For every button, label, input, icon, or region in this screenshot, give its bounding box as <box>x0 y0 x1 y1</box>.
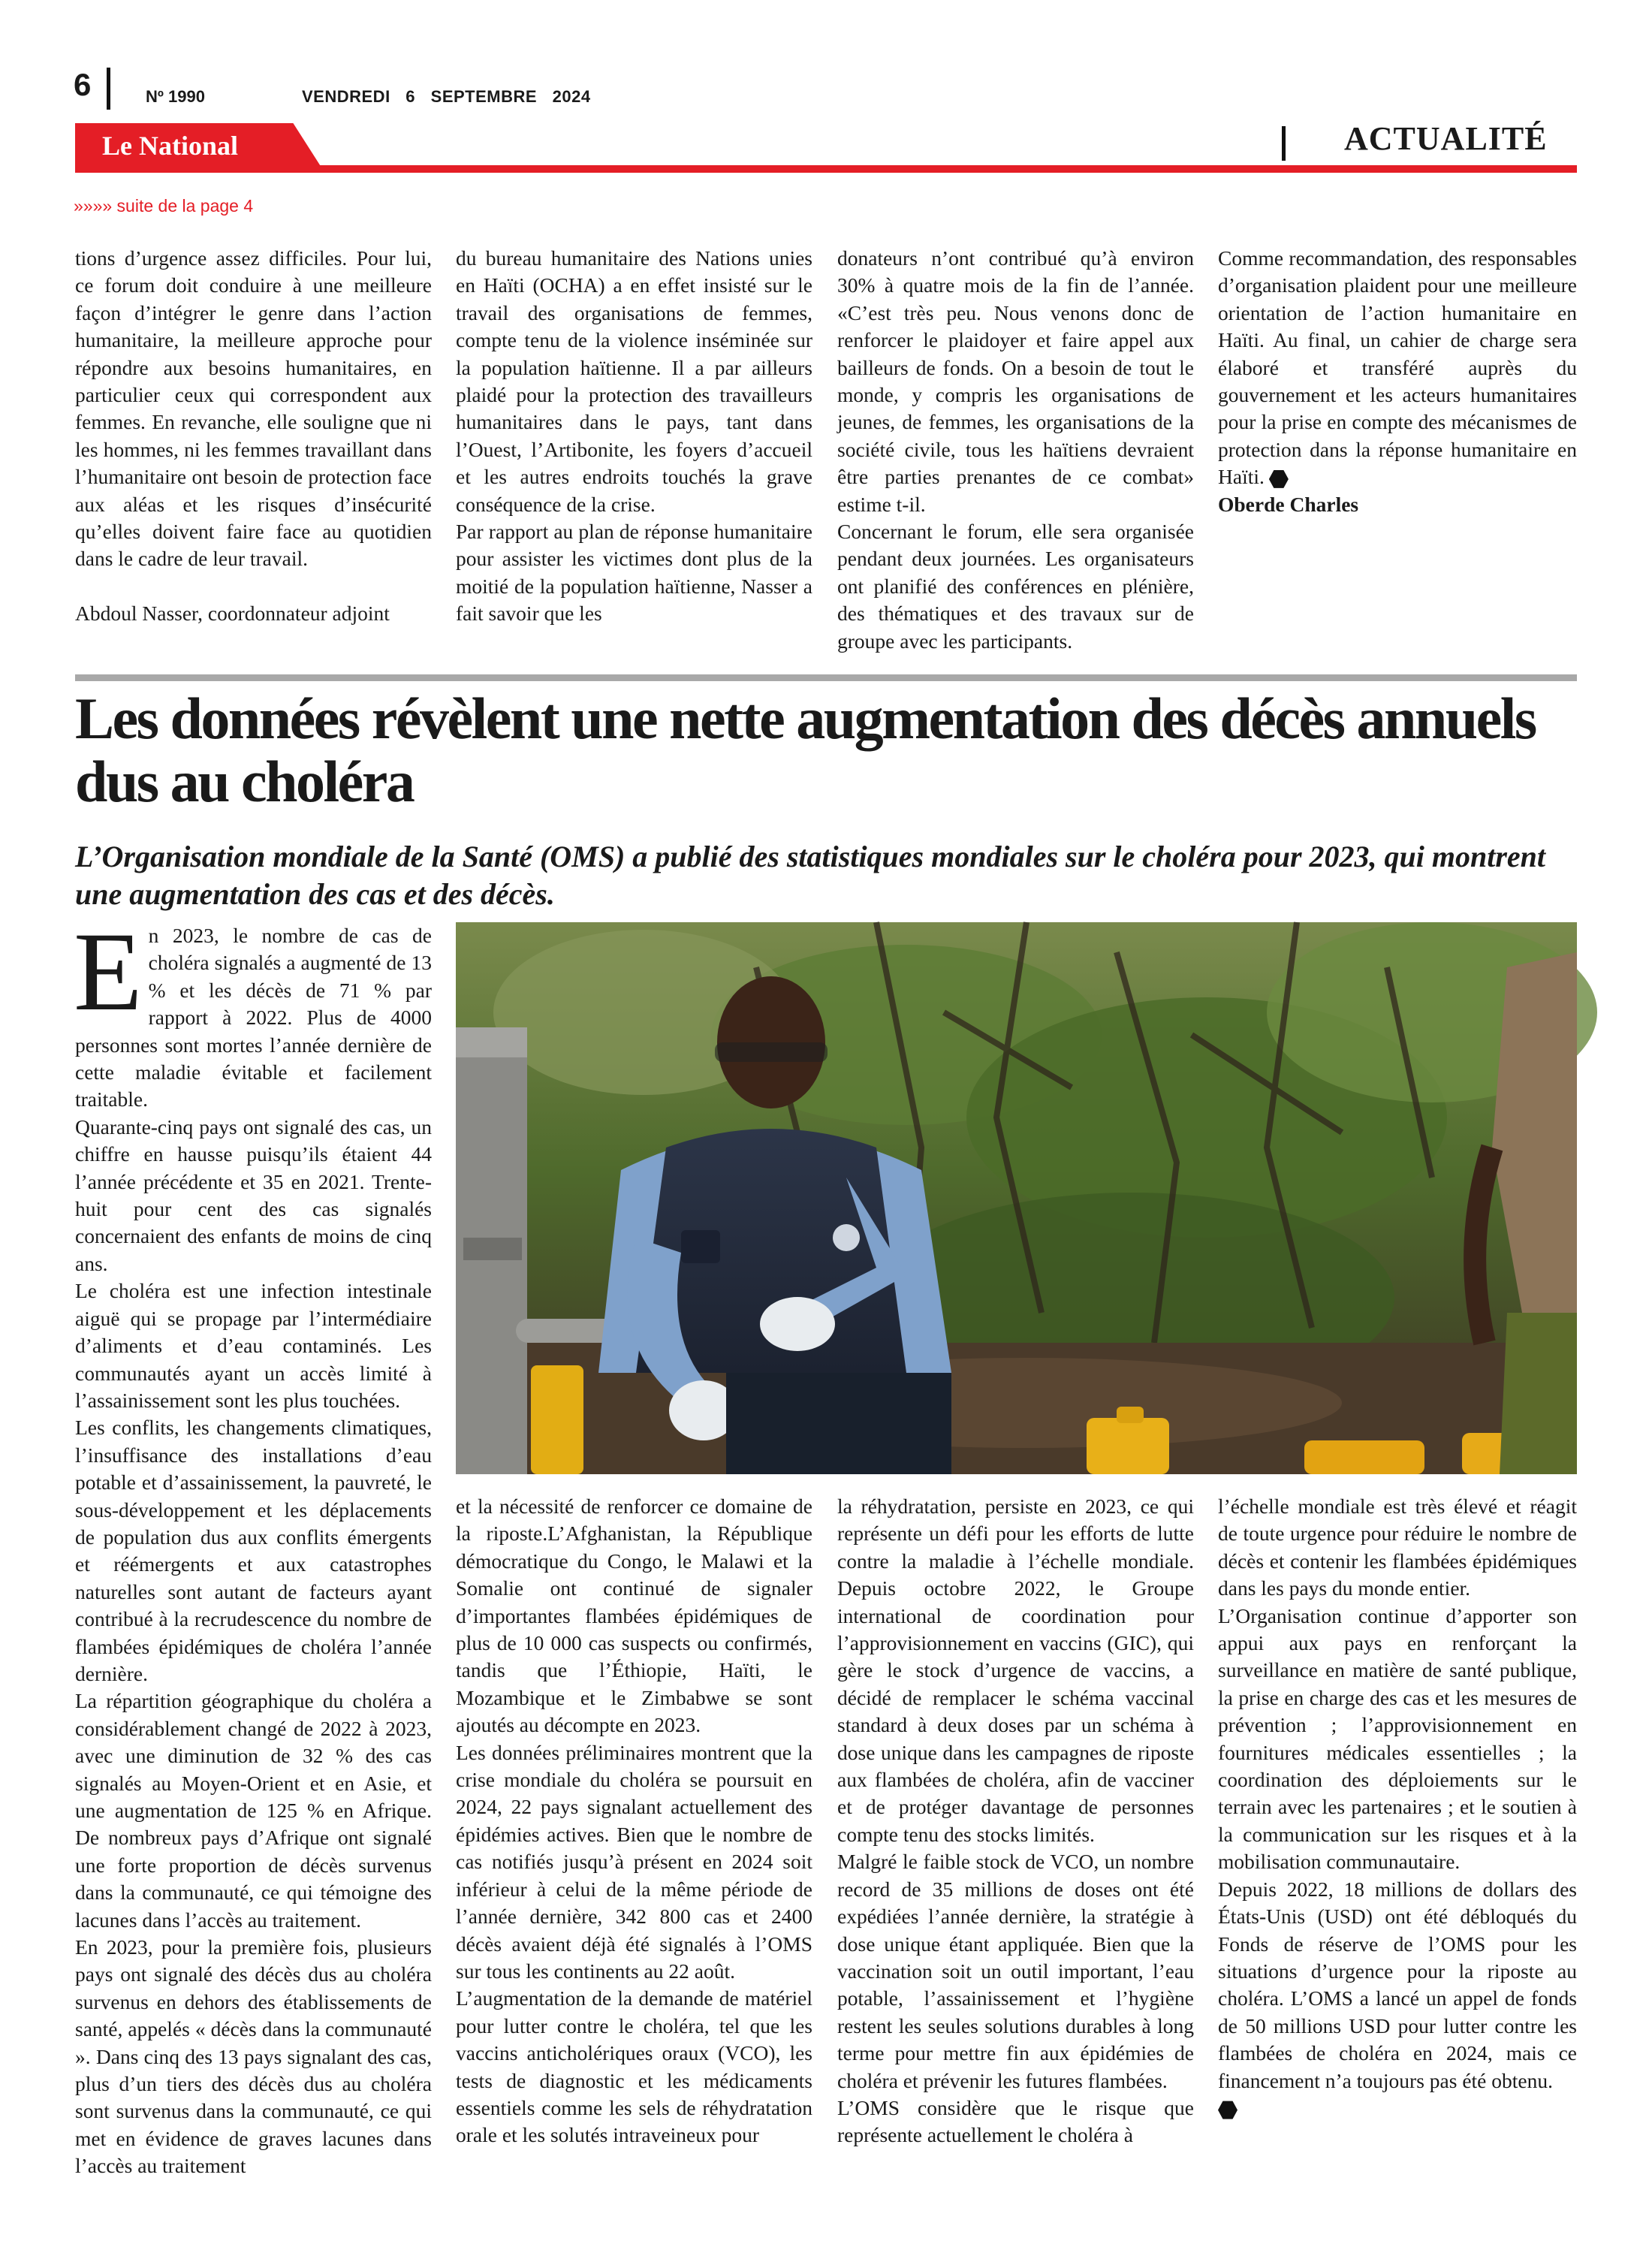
paragraph: L’Organisation continue d’apporter son appui aux pays en renforçant la surveillance en matière de santé publique, la prise en charge des cas et les mesures de prévention ; l’approvisionnement en fournitures médicales essentielles ; la coordination des déploiements sur le terrain avec les partenaires ; et le soutien à la communication sur les risques et à la mobilisation communautaire. <box>1218 1603 1577 1874</box>
paragraph: Les données préliminaires montrent que la crise mondiale du choléra se poursuit en 2024, 22 pays signalant actuellement des épidémies actives. Bien que le nombre de cas notifiés jusqu’à présent en 2024 soit inférieur à celui de la même période de l’année dernière, 342 800 cas et 2400 décès avaient déjà été signalés à l’OMS sur tous les continents au 22 août. <box>456 1740 812 1983</box>
article-column-4 <box>1218 1493 1577 2161</box>
paragraph: tions d’urgence assez difficiles. Pour lui, ce forum doit conduire à une meilleure façon d’intégrer le genre dans l’action humanitaire, la meilleure approche pour répondre aux besoins humanitaires, en particulier ceux qui correspondent aux femmes. En revanche, elle souligne que ni les hommes, ni les femmes travaillant dans l’humanitaire ont besoin de protection face aux aléas et les risques d’insécurité qu’elles doivent faire face au quotidien dans le cadre de leur travail. <box>75 246 432 571</box>
paragraph: Concernant le forum, elle sera organisée pendant deux journées. Les organisateurs ont planifié des conférences en plénière, des thématiques et des travaux sur de groupe avec les participants. <box>837 520 1194 653</box>
paragraph: L’OMS considère que le risque que représente actuellement le choléra à <box>837 2095 1194 2147</box>
article-subheadline: L’Organisation mondiale de la Santé (OMS) a publié des statistiques mondiales sur le choléra pour 2023, qui montrent une augmentation des cas et des décès. <box>75 840 1546 911</box>
section-title: ACTUALITÉ <box>1344 120 1548 157</box>
previous-article-column-3 <box>837 245 1194 665</box>
article-column-2 <box>456 1493 812 2161</box>
issue-number: Nº 1990 <box>146 87 205 106</box>
lead-text: n 2023, le nombre de cas de choléra signalés a augmenté de 13 % et les décès de 71 % par rapport à 2022. Plus de 4000 personnes sont mortes l’année dernière de cette maladie évitable et facilement traitable. <box>75 924 432 1111</box>
paragraph: Depuis 2022, 18 millions de dollars des États-Unis (USD) ont été débloqués du Fonds de réserve de l’OMS pour les situations d’urgence pour la riposte au choléra. L’OMS a lancé un appel de fonds de 50 millions USD pour lutter contre les flambées de choléra en 2024, mais ce financement n’a toujours pas été obtenu. <box>1218 1877 1577 2092</box>
issue-date: VENDREDI 6 SEPTEMBRE 2024 <box>302 87 591 106</box>
header-rule <box>75 165 1577 173</box>
paragraph: Le choléra est une infection intestinale aiguë qui se propage par l’intermédiaire d’aliments et d’eau contaminés. Les communautés ayant un accès limité à l’assainissement sont les plus touchées. <box>75 1279 432 1412</box>
paragraph: Malgré le faible stock de VCO, un nombre record de 35 millions de doses ont été expédiées l’année dernière, la stratégie à dose unique étant appliquée. Bien que la vaccination soit un outil important, l’eau potable, l’assainissement et l’hygiène restent les seules solutions durables à long terme pour mettre fin aux épidémies de choléra et prévenir les futures flambées. <box>837 1850 1194 2092</box>
drop-cap: E <box>74 909 143 1034</box>
paragraph: Quarante-cinq pays ont signalé des cas, un chiffre en hausse puisqu’ils étaient 44 l’année précédente et 35 en 2021. Trente-huit pour cent des cas signalés concernaient des enfants de moins de cinq ans. <box>75 1114 432 1275</box>
article-headline: Les données révèlent une nette augmentation des décès annuels dus au choléra <box>75 686 1536 814</box>
article-photo <box>456 922 1577 1474</box>
paragraph: La répartition géographique du choléra a considérablement changé de 2022 à 2023, avec une diminution de 32 % des cas signalés au Moyen-Orient et en Asie, et une augmentation de 125 % en Afrique. De nombreux pays d’Afrique ont signalé une forte proportion de décès survenus dans la communauté, ce qui témoigne des lacunes dans l’accès au traitement. <box>75 1689 432 1932</box>
paragraph: Les conflits, les changements climatiques, l’insuffisance des installations d’eau potable et d’assainissement, la pauvreté, le sous-développement et les déplacements de population dus aux conflits émergents et réémergents et aux catastrophes naturelles sont autant de facteurs ayant contribué à la recrudescence du nombre de flambées épidémiques de choléra l’année dernière. <box>75 1416 432 1685</box>
article-column-3 <box>837 1493 1194 2161</box>
paragraph: Par rapport au plan de réponse humanitaire pour assister les victimes dont plus de la moitié de la population haïtienne, Nasser a fait savoir que les <box>456 520 812 626</box>
end-of-article-hexagon-icon <box>1218 2101 1237 2120</box>
continuation-note: »»»» suite de la page 4 <box>74 196 254 216</box>
previous-article-column-1 <box>75 245 432 665</box>
paragraph: la réhydratation, persiste en 2023, ce qui représente un défi pour les efforts de lutte contre la maladie à l’échelle mondiale. Depuis octobre 2022, le Groupe international de coordination pour l’approvisionnement en vaccins (GIC), qui gère le stock d’urgence de vaccins, a décidé de remplacer le schéma vaccinal standard à deux doses par un schéma à dose unique dans les campagnes de riposte aux flambées de choléra, afin de vacciner et de protéger davantage de personnes compte tenu des stocks limités. <box>837 1494 1194 1846</box>
previous-article-column-2 <box>456 245 812 665</box>
paragraph: et la nécessité de renforcer ce domaine de la riposte.L’Afghanistan, la République démocratique du Congo, le Malawi et la Somalie ont continué de signaler d’importantes flambées épidémiques de plus de 10 000 cas suspects ou confirmés, tandis que l’Éthiopie, Haïti, le Mozambique et le Zimbabwe se sont ajoutés au décompte en 2023. <box>456 1494 812 1737</box>
paragraph: En 2023, pour la première fois, plusieurs pays ont signalé des décès dus au choléra survenus en dehors des établissements de santé, appelés « décès dans la communauté ». Dans cinq des 13 pays signalant des cas, plus d’un tiers des décès dus au choléra sont survenus dans la communauté, ce qui met en évidence de graves lacunes dans l’accès au traitement <box>75 1935 432 2178</box>
newspaper-logo: Le National <box>102 131 239 161</box>
paragraph <box>1218 245 1577 491</box>
photo-illustration <box>456 922 1577 1474</box>
article-column-1 <box>74 909 432 2178</box>
paragraph: du bureau humanitaire des Nations unies en Haïti (OCHA) a en effet insisté sur le travail des organisations de femmes, compte tenu de la violence inséminée sur la population haïtienne. Il a par ailleurs plaidé pour la protection des travailleurs humanitaires dans le pays, tant dans l’Ouest, l’Artibonite, les foyers d’accueil et les autres endroits touchés la grave conséquence de la crise. <box>456 246 812 516</box>
paragraph-text: Comme recommandation, des responsables d’organisation plaident pour une meilleure orientation de l’action humanitaire en Haïti. Au final, un cahier de charge sera élaboré et transféré auprès du gouvernement et les acteurs humanitaires pour la prise en compte des mécanismes de protection dans la réponse humanitaire en Haïti. <box>1218 246 1577 489</box>
lead-paragraph <box>74 909 432 1114</box>
paragraph: L’augmentation de la demande de matériel pour lutter contre le choléra, tel que les vaccins anticholériques oraux (VCO), les tests de diagnostic et les médicaments essentiels comme les sels de réhydratation orale et les solutés intraveineux pour <box>456 1986 812 2147</box>
page-number: 6 <box>74 67 92 102</box>
paragraph: l’échelle mondiale est très élevé et réagit de toute urgence pour réduire le nombre de décès et contenir les flambées épidémiques dans les pays du monde entier. <box>1218 1494 1577 1600</box>
end-of-article-hexagon-icon <box>1269 469 1289 489</box>
article-separator <box>75 674 1577 681</box>
previous-article-column-4 <box>1218 245 1577 665</box>
header-divider <box>107 68 110 110</box>
paragraph: donateurs n’ont contribué qu’à environ 30% à quatre mois de la fin de l’année. «C’est très peu. Nous venons donc de renforcer le plaidoyer et faire appel aux bailleurs de fonds. On a besoin de tout le monde, y compris les organisations de jeunes, de femmes, les organisations de la société civile, tous les haïtiens devraient être parties prenantes de ce combat» estime t-il. <box>837 246 1194 516</box>
paragraph: Abdoul Nasser, coordonnateur adjoint <box>75 601 390 625</box>
byline: Oberde Charles <box>1218 492 1359 516</box>
section-divider <box>1282 126 1286 161</box>
end-mark-line <box>1218 2095 1577 2122</box>
